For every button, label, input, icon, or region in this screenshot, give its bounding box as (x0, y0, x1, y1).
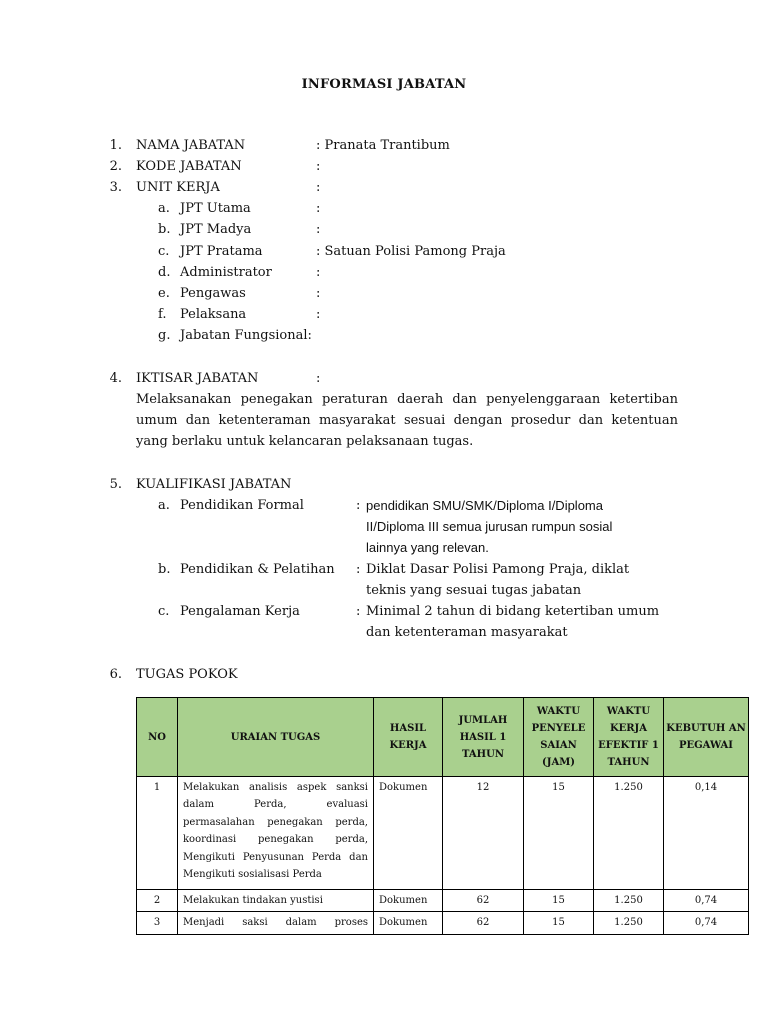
column-header-waktu-penyelesaian: WAKTU PENYELE SAIAN (JAM) (524, 698, 594, 777)
cell-kebutuhan: 0,14 (664, 777, 749, 890)
subitem-value: : (316, 222, 321, 237)
subitem-value: : (316, 265, 321, 280)
subitem-label: Administrator (180, 265, 272, 280)
item-label: IKTISAR JABATAN (136, 371, 259, 386)
item-number: 6. (109, 667, 122, 682)
subitem-label: Pelaksana (180, 307, 247, 322)
cell-waktu-kerja: 1.250 (594, 777, 664, 890)
subitem-letter: d. (158, 265, 171, 280)
subitem-letter: a. (158, 498, 170, 513)
cell-uraian: Melakukan tindakan yustisi (178, 890, 374, 912)
cell-waktu-penyelesaian: 15 (524, 912, 594, 934)
subitem-label: JPT Pratama (180, 244, 263, 259)
subitem-value-line: II/Diploma III semua jurusan rumpun sosial (366, 519, 613, 534)
item-value: : (316, 180, 321, 195)
cell-uraian: Melakukan analisis aspek sanksi dalam Perda, evaluasi permasalahan penegakan perda, koordinasi penegakan perda, Mengikuti Penyusunan Perda dan Mengikuti sosialisasi Perda (178, 777, 374, 890)
iktisar-line: Melaksanakan penegakan peraturan daerah dan penyelenggaraan ketertiban (136, 392, 678, 407)
item-label: KUALIFIKASI JABATAN (136, 477, 292, 492)
subitem-label: Pendidikan Formal (180, 498, 304, 513)
item-label: NAMA JABATAN (136, 138, 246, 153)
item-value: : Pranata Trantibum (316, 138, 450, 153)
subitem-value-line: pendidikan SMU/SMK/Diploma I/Diploma (366, 498, 603, 513)
subitem-value-line: Minimal 2 tahun di bidang ketertiban umum (366, 604, 660, 619)
subitem-value: : (316, 201, 321, 216)
subitem-value-line: teknis yang sesuai tugas jabatan (366, 583, 582, 598)
subitem-letter: b. (158, 562, 171, 577)
cell-jumlah: 62 (443, 912, 524, 934)
cell-waktu-kerja: 1.250 (594, 912, 664, 934)
subitem-label: Pengawas (180, 286, 246, 301)
column-header-jumlah-hasil: JUMLAH HASIL 1 TAHUN (443, 698, 524, 777)
cell-hasil: Dokumen (374, 777, 443, 890)
iktisar-line: yang berlaku untuk kelancaran pelaksanaan tugas. (136, 434, 474, 449)
column-header-no: NO (137, 698, 178, 777)
tugas-pokok-table (136, 697, 749, 935)
subitem-value-line: Diklat Dasar Polisi Pamong Praja, diklat (366, 562, 630, 577)
item-label: KODE JABATAN (136, 159, 242, 174)
column-header-uraian-tugas: URAIAN TUGAS (178, 698, 374, 777)
subitem-value-line: dan ketenteraman masyarakat (366, 625, 568, 640)
subitem-letter: b. (158, 222, 171, 237)
cell-no: 1 (137, 777, 178, 890)
cell-hasil: Dokumen (374, 890, 443, 912)
item-value: : (316, 371, 321, 386)
subitem-value: : Satuan Polisi Pamong Praja (316, 244, 506, 259)
subitem-letter: f. (158, 307, 167, 322)
document-title: INFORMASI JABATAN (301, 77, 467, 92)
column-header-kebutuhan-pegawai: KEBUTUH AN PEGAWAI (664, 698, 749, 777)
cell-uraian: Menjadi saksi dalam proses (178, 912, 374, 934)
item-label: TUGAS POKOK (136, 667, 238, 682)
subitem-colon: : (356, 498, 361, 513)
item-label: UNIT KERJA (136, 180, 220, 195)
subitem-value: : (316, 307, 321, 322)
item-number: 5. (109, 477, 122, 492)
cell-no: 2 (137, 890, 178, 912)
cell-jumlah: 12 (443, 777, 524, 890)
subitem-label: Pendidikan & Pelatihan (180, 562, 335, 577)
table-row (137, 890, 749, 912)
subitem-colon: : (356, 604, 361, 619)
column-header-waktu-kerja-efektif: WAKTU KERJA EFEKTIF 1 TAHUN (594, 698, 664, 777)
subitem-value-line: lainnya yang relevan. (366, 540, 489, 555)
table-row (137, 777, 749, 890)
cell-no: 3 (137, 912, 178, 934)
subitem-letter: a. (158, 201, 170, 216)
subitem-label: JPT Madya (180, 222, 252, 237)
item-number: 3. (109, 180, 122, 195)
cell-kebutuhan: 0,74 (664, 912, 749, 934)
subitem-letter: c. (158, 244, 170, 259)
subitem-label: Pengalaman Kerja (180, 604, 300, 619)
cell-jumlah: 62 (443, 890, 524, 912)
item-number: 2. (109, 159, 122, 174)
subitem-label: JPT Utama (180, 201, 251, 216)
cell-waktu-kerja: 1.250 (594, 890, 664, 912)
subitem-colon: : (356, 562, 361, 577)
subitem-letter: e. (158, 286, 170, 301)
subitem-letter: g. (158, 328, 171, 343)
item-number: 1. (109, 138, 122, 153)
item-value: : (316, 159, 321, 174)
cell-waktu-penyelesaian: 15 (524, 890, 594, 912)
table-row (137, 912, 749, 934)
item-number: 4. (109, 371, 122, 386)
subitem-label: Jabatan Fungsional: (180, 328, 312, 343)
iktisar-line: umum dan ketenteraman masyarakat sesuai dengan prosedur dan ketentuan (136, 413, 678, 428)
subitem-letter: c. (158, 604, 170, 619)
cell-kebutuhan: 0,74 (664, 890, 749, 912)
subitem-value: : (316, 286, 321, 301)
table-header-row (137, 698, 749, 777)
column-header-hasil-kerja: HASIL KERJA (374, 698, 443, 777)
cell-waktu-penyelesaian: 15 (524, 777, 594, 890)
cell-hasil: Dokumen (374, 912, 443, 934)
